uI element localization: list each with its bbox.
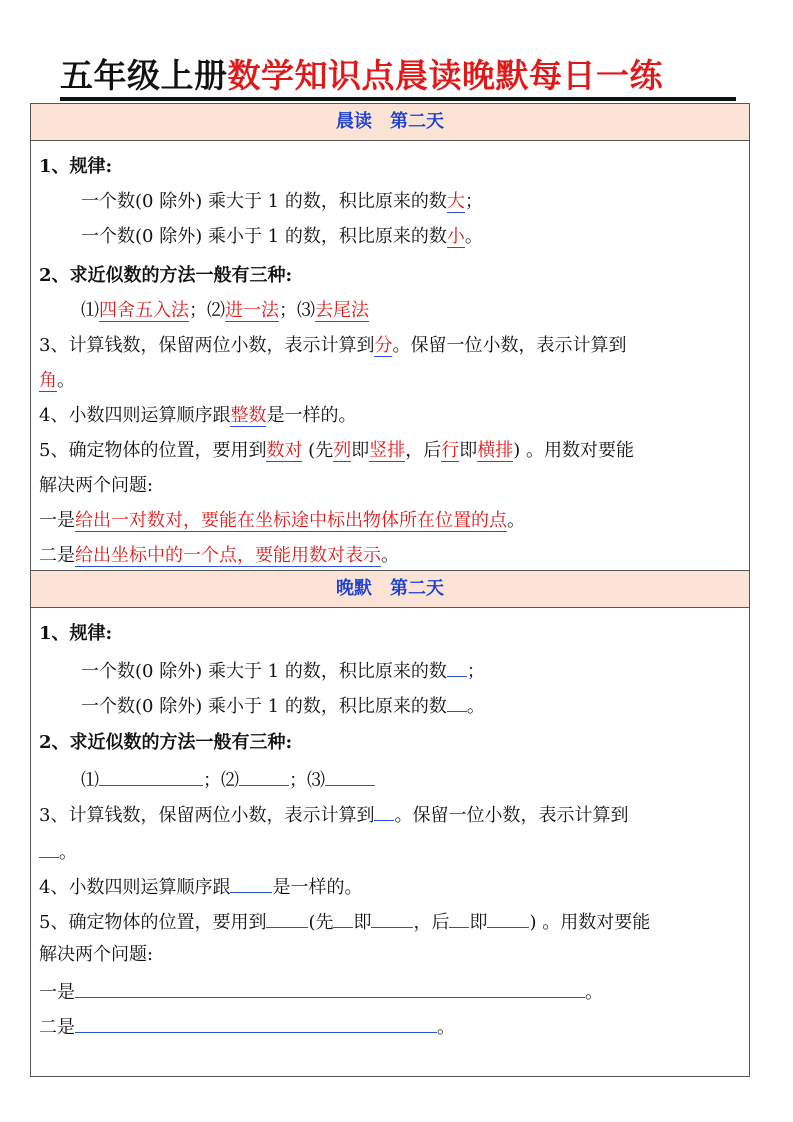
evening-rule-2: 一个数(0 除外) 乘小于 1 的数，积比原来的数 。: [81, 691, 485, 720]
answer: 整数: [230, 405, 267, 426]
answer-blank[interactable]: [325, 765, 375, 786]
answer-blank[interactable]: [374, 800, 394, 821]
answer-blank[interactable]: [449, 907, 469, 928]
morning-heading-approx: 2、求近似数的方法一般有三种:: [39, 265, 293, 286]
morning-problem-1: 一是给出一对数对，要能在坐标途中标出物体所在位置的点。: [39, 510, 525, 531]
evening-approx-methods: ⑴ ；⑵ ；⑶: [81, 765, 375, 794]
answer: 小: [446, 226, 465, 247]
title-grade: 五年级上册: [60, 56, 228, 95]
answer: 分: [374, 335, 393, 356]
answer: 数对: [266, 440, 303, 461]
evening-header: [31, 571, 749, 608]
answer-blank[interactable]: [447, 656, 467, 677]
answer: 横排: [477, 440, 514, 461]
evening-position-line: 5、确定物体的位置，要用到 (先 即 ，后 即 ) 。用数对要能: [39, 907, 650, 936]
answer-blank[interactable]: [333, 907, 353, 928]
morning-money-line: 3、计算钱数，保留两位小数，表示计算到分。保留一位小数，表示计算到: [39, 335, 627, 356]
answer-blank[interactable]: [239, 765, 289, 786]
morning-money-line-2: 角。: [39, 370, 75, 391]
evening-rule-1: 一个数(0 除外) 乘大于 1 的数，积比原来的数 ；: [81, 656, 485, 685]
answer-blank[interactable]: [39, 837, 59, 858]
morning-two-problems: 解决两个问题:: [39, 475, 154, 496]
evening-order-line: 4、小数四则运算顺序跟 是一样的。: [39, 872, 362, 901]
answer: 列: [333, 440, 352, 461]
evening-money-line-2: 。: [39, 837, 77, 866]
evening-panel: [30, 570, 750, 1077]
evening-header-label: 晚默: [336, 578, 372, 599]
answer: 进一法: [225, 300, 279, 321]
morning-heading-rule: 1、规律:: [39, 156, 113, 177]
evening-money-line: 3、计算钱数，保留两位小数，表示计算到 。保留一位小数，表示计算到: [39, 800, 628, 829]
answer-blank[interactable]: [371, 907, 413, 928]
evening-two-problems: 解决两个问题:: [39, 944, 154, 965]
morning-position-line: 5、确定物体的位置，要用到数对 (先列即竖排，后行即横排) 。用数对要能: [39, 440, 634, 461]
evening-header-day: 第二天: [390, 578, 444, 599]
answer-blank[interactable]: [447, 691, 467, 712]
answer: 给出一对数对，要能在坐标途中标出物体所在位置的点: [75, 510, 507, 531]
answer: 行: [441, 440, 460, 461]
morning-header-day: 第二天: [390, 111, 444, 132]
answer: 大: [446, 191, 465, 212]
answer-blank[interactable]: [266, 907, 308, 928]
morning-order-line: 4、小数四则运算顺序跟整数是一样的。: [39, 405, 357, 426]
answer-blank[interactable]: [230, 872, 272, 893]
evening-heading-rule: 1、规律:: [39, 623, 113, 644]
evening-problem-1: 一是 。: [39, 977, 603, 1006]
morning-rule-2: 一个数(0 除外) 乘小于 1 的数，积比原来的数小。: [81, 226, 483, 247]
answer: 四舍五入法: [99, 300, 189, 321]
answer-blank[interactable]: [75, 1012, 437, 1033]
evening-problem-2: 二是 。: [39, 1012, 455, 1041]
title-subject: 数学知识点晨读晚默每日一练: [227, 56, 663, 95]
page-title: [0, 56, 793, 102]
morning-header: [31, 104, 749, 141]
morning-approx-methods: ⑴四舍五入法；⑵进一法；⑶去尾法: [81, 300, 369, 321]
answer: 竖排: [369, 440, 406, 461]
answer-blank[interactable]: [487, 907, 529, 928]
answer: 给出坐标中的一个点，要能用数对表示: [75, 545, 381, 566]
morning-problem-2: 二是给出坐标中的一个点，要能用数对表示。: [39, 545, 399, 566]
answer-blank[interactable]: [99, 765, 203, 786]
morning-rule-1: 一个数(0 除外) 乘大于 1 的数，积比原来的数大；: [81, 191, 483, 212]
answer-blank[interactable]: [75, 977, 585, 998]
answer: 角: [39, 370, 57, 391]
morning-header-label: 晨读: [336, 111, 372, 132]
title-underline: [60, 97, 736, 101]
morning-panel: [30, 103, 750, 572]
answer: 去尾法: [315, 300, 369, 321]
evening-heading-approx: 2、求近似数的方法一般有三种:: [39, 732, 293, 753]
